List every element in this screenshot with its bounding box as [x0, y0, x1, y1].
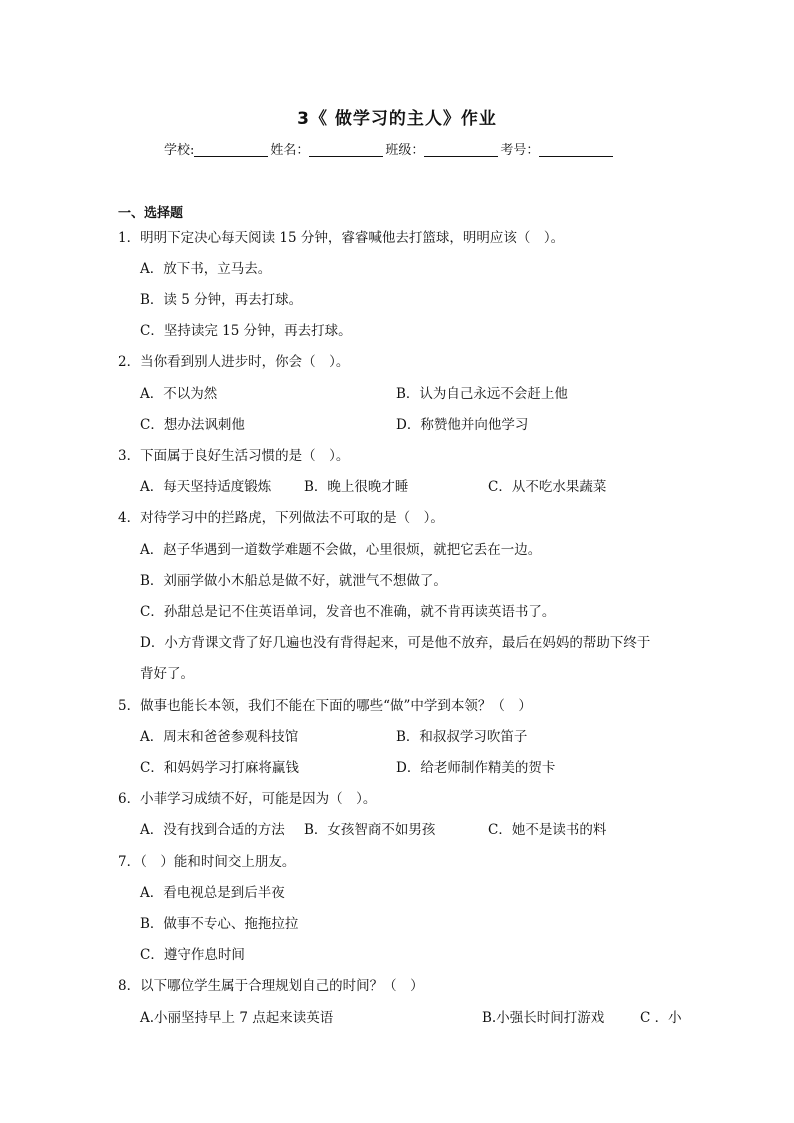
page-title: 3《 做学习的主人》作业	[297, 109, 497, 129]
question-3-option-a[interactable]: A．每天坚持适度锻炼	[140, 479, 272, 495]
question-7-option-a[interactable]: A．看电视总是到后半夜	[140, 885, 285, 901]
question-4-option-c[interactable]: C．孙甜总是记不住英语单词，发音也不准确，就不肯再读英语书了。	[140, 604, 556, 620]
question-3-stem: 3．下面属于良好生活习惯的是（ ）。	[118, 448, 350, 464]
question-1-option-a[interactable]: A．放下书，立马去。	[140, 261, 272, 277]
section-heading: 一、选择题	[118, 206, 184, 221]
question-5-option-c[interactable]: C．和妈妈学习打麻将赢钱	[140, 760, 299, 776]
question-4-option-b[interactable]: B．刘丽学做小木船总是做不好，就泄气不想做了。	[140, 573, 447, 589]
question-4-stem: 4．对待学习中的拦路虎，下列做法不可取的是（ ）。	[118, 510, 444, 526]
question-1-option-b[interactable]: B．读 5 分钟，再去打球。	[140, 292, 303, 308]
question-6-option-a[interactable]: A．没有找到合适的方法	[140, 822, 285, 838]
question-7-option-b[interactable]: B．做事不专心、拖拖拉拉	[140, 916, 299, 932]
name-blank[interactable]	[309, 144, 383, 157]
question-3-option-c[interactable]: C．从不吃水果蔬菜	[488, 479, 607, 495]
question-5-option-b[interactable]: B．和叔叔学习吹笛子	[396, 729, 528, 745]
question-2-option-a[interactable]: A．不以为然	[140, 386, 218, 402]
question-8-option-b[interactable]: B.小强长时间打游戏	[482, 1010, 605, 1026]
school-blank[interactable]	[194, 144, 268, 157]
question-8-option-a[interactable]: A.小丽坚持早上 7 点起来读英语	[140, 1010, 334, 1026]
exam-no-blank[interactable]	[539, 144, 613, 157]
question-7-stem: 7．（ ）能和时间交上朋友。	[118, 854, 296, 870]
name-label: 姓名：	[270, 143, 310, 158]
question-4-option-d-continued: 背好了。	[140, 666, 194, 682]
question-1-stem: 1．明明下定决心每天阅读 15 分钟，睿睿喊他去打篮球，明明应该（ ）。	[118, 230, 565, 246]
class-label: 班级：	[385, 143, 425, 158]
school-label: 学校:	[164, 143, 195, 158]
question-6-option-b[interactable]: B．女孩智商不如男孩	[304, 822, 436, 838]
question-2-stem: 2．当你看到别人进步时，你会（ ）。	[118, 354, 350, 370]
question-4-option-d[interactable]: D．小方背课文背了好几遍也没有背得起来，可是他不放弃，最后在妈妈的帮助下终于	[140, 635, 651, 651]
question-7-option-c[interactable]: C．遵守作息时间	[140, 947, 245, 963]
question-5-stem: 5．做事也能长本领，我们不能在下面的哪些“做”中学到本领？（ ）	[118, 698, 532, 714]
question-6-stem: 6．小菲学习成绩不好，可能是因为（ ）。	[118, 791, 377, 807]
question-2-option-c[interactable]: C．想办法讽刺他	[140, 417, 245, 433]
class-blank[interactable]	[424, 144, 498, 157]
student-info-line	[164, 139, 615, 158]
question-5-option-d[interactable]: D．给老师制作精美的贺卡	[396, 760, 556, 776]
question-3-option-b[interactable]: B．晚上很晚才睡	[304, 479, 409, 495]
question-2-option-b[interactable]: B．认为自己永远不会赶上他	[396, 386, 568, 402]
question-1-option-c[interactable]: C．坚持读完 15 分钟，再去打球。	[140, 323, 352, 339]
question-4-option-a[interactable]: A．赵子华遇到一道数学难题不会做，心里很烦，就把它丢在一边。	[140, 542, 542, 558]
question-8-stem: 8．以下哪位学生属于合理规划自己的时间？（ ）	[118, 978, 424, 994]
question-5-option-a[interactable]: A．周末和爸爸参观科技馆	[140, 729, 299, 745]
question-6-option-c[interactable]: C．她不是读书的料	[488, 822, 607, 838]
exam-no-label: 考号：	[500, 143, 540, 158]
question-8-option-c[interactable]: C ．小	[640, 1010, 682, 1026]
question-2-option-d[interactable]: D．称赞他并向他学习	[396, 417, 529, 433]
